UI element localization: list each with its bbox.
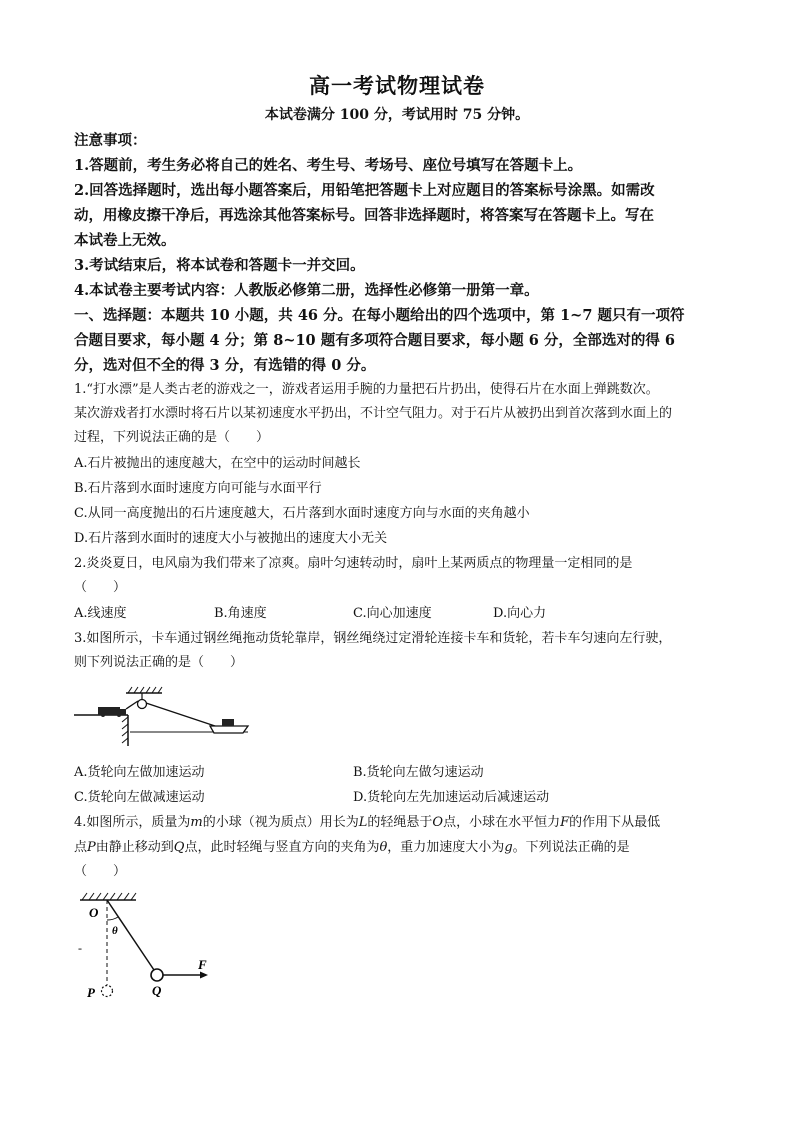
exam-title: 高一考试物理试卷 — [309, 73, 485, 98]
q4-ball-Q — [151, 969, 163, 981]
q3-option-a: A.货轮向左做加速运动 — [74, 765, 205, 780]
q3-rope-to-truck — [126, 701, 138, 709]
q4-stem-line-3: （ ） — [74, 864, 127, 879]
q4-ball-P-dashed — [102, 986, 113, 997]
note-1: 1.答题前，考生务必将自己的姓名、考生号、考场号、座位号填写在答题卡上。 — [74, 157, 583, 174]
q4-figure-pendulum — [70, 890, 230, 1006]
q3-option-b: B.货轮向左做匀速运动 — [353, 765, 484, 780]
q4-angle-arc — [107, 917, 118, 920]
q3-pulley — [138, 700, 147, 709]
q3-wall-hatch — [122, 717, 128, 743]
q3-figure-truck-pulley-ship — [70, 684, 260, 748]
q2-stem-line-1: 2.炎炎夏日，电风扇为我们带来了凉爽。扇叶匀速转动时，扇叶上某两质点的物理量一定相同的是 — [74, 556, 633, 571]
q4-force-arrowhead — [200, 972, 208, 979]
q4-var-P: P — [87, 840, 96, 855]
note-2-line-2: 动，用橡皮擦干净后，再选涂其他答案标号。回答非选择题时，将答案写在答题卡上。写在 — [74, 207, 654, 224]
q2-option-a: A.线速度 — [74, 606, 127, 621]
q2-option-b: B.角速度 — [214, 606, 267, 621]
exam-subtitle: 本试卷满分 100 分，考试用时 75 分钟。 — [264, 107, 530, 123]
q3-stem-line-2: 则下列说法正确的是（ ） — [74, 655, 244, 670]
q4-label-O: O — [89, 905, 99, 920]
q4-label-theta: θ — [112, 925, 118, 937]
q2-options — [74, 602, 724, 626]
q4-label-F: F — [198, 957, 207, 972]
q3-option-d: D.货轮向左先加速运动后减速运动 — [353, 790, 550, 805]
q3-ceiling-hatch — [128, 687, 162, 693]
q1-option-c: C.从同一高度抛出的石片速度越大，石片落到水面时速度方向与水面的夹角越小 — [74, 506, 530, 521]
q4-ceiling-hatch — [82, 893, 136, 900]
q4-label-Q: Q — [152, 983, 162, 998]
q4-side-mark: - — [78, 941, 82, 955]
q3-rope-to-ship — [146, 703, 218, 727]
q1-stem-line-2: 某次游戏者打水漂时将石片以某初速度水平扔出，不计空气阻力。对于石片从被扔出到首次落到水面上的 — [74, 406, 673, 421]
note-2-line-3: 本试卷上无效。 — [74, 232, 176, 249]
q3-option-c: C.货轮向左做减速运动 — [74, 790, 205, 805]
q3-stem-line-1: 3.如图所示，卡车通过钢丝绳拖动货轮靠岸，钢丝绳绕过定滑轮连接卡车和货轮，若卡车匀速向左行驶， — [74, 631, 672, 646]
q1-option-a: A.石片被抛出的速度越大，在空中的运动时间越长 — [74, 456, 361, 471]
q1-stem-line-3: 过程，下列说法正确的是（ ） — [74, 430, 270, 445]
q3-options-row-2 — [74, 786, 724, 810]
q4-var-F: F — [560, 815, 570, 830]
q4-var-O: O — [432, 815, 444, 830]
q2-option-d: D.向心力 — [493, 606, 547, 621]
note-3: 3.考试结束后，将本试卷和答题卡一并交回。 — [74, 257, 365, 274]
q4-var-Q: Q — [173, 840, 185, 855]
q1-option-d: D.石片落到水面时的速度大小与被抛出的速度大小无关 — [74, 531, 388, 546]
q4-var-g: g — [504, 840, 513, 855]
q3-ship — [210, 719, 248, 733]
q4-var-L: L — [358, 815, 368, 830]
notes-heading: 注意事项： — [74, 132, 147, 149]
section-1-line-3: 分，选对但不全的得 3 分，有选错的得 0 分。 — [74, 357, 376, 374]
q3-options-row-1 — [74, 761, 724, 785]
section-1-line-1: 一、选择题：本题共 10 小题，共 46 分。在每小题给出的四个选项中，第 1~7 题只有一项符 — [74, 307, 685, 324]
note-2-line-1: 2.回答选择题时，选出每小题答案后，用铅笔把答题卡上对应题目的答案标号涂黑。如需改 — [74, 182, 655, 199]
note-4: 4.本试卷主要考试内容：人教版必修第二册，选择性必修第一册第一章。 — [74, 282, 539, 299]
q2-stem-line-2: （ ） — [74, 580, 127, 595]
section-1-line-2: 合题目要求，每小题 4 分；第 8~10 题有多项符合题目要求，每小题 6 分，全部选对的得 6 — [74, 332, 676, 349]
q4-label-P: P — [87, 985, 95, 1000]
q4-var-m: m — [190, 815, 203, 830]
q2-option-c: C.向心加速度 — [353, 606, 432, 621]
q4-var-theta: θ — [379, 840, 388, 855]
q4-stem-line-2: 点P由静止移动到Q点，此时轻绳与竖直方向的夹角为θ，重力加速度大小为g。下列说法正确的是 — [74, 840, 630, 855]
q1-option-b: B.石片落到水面时速度方向可能与水面平行 — [74, 481, 322, 496]
q1-stem-line-1: 1.“打水漂”是人类古老的游戏之一，游戏者运用手腕的力量把石片扔出，使得石片在水面上弹跳数次。 — [74, 382, 659, 397]
q4-stem-line-1: 4.如图所示，质量为m的小球（视为质点）用长为L的轻绳悬于O点，小球在水平恒力F的作用下从最低 — [74, 815, 661, 830]
